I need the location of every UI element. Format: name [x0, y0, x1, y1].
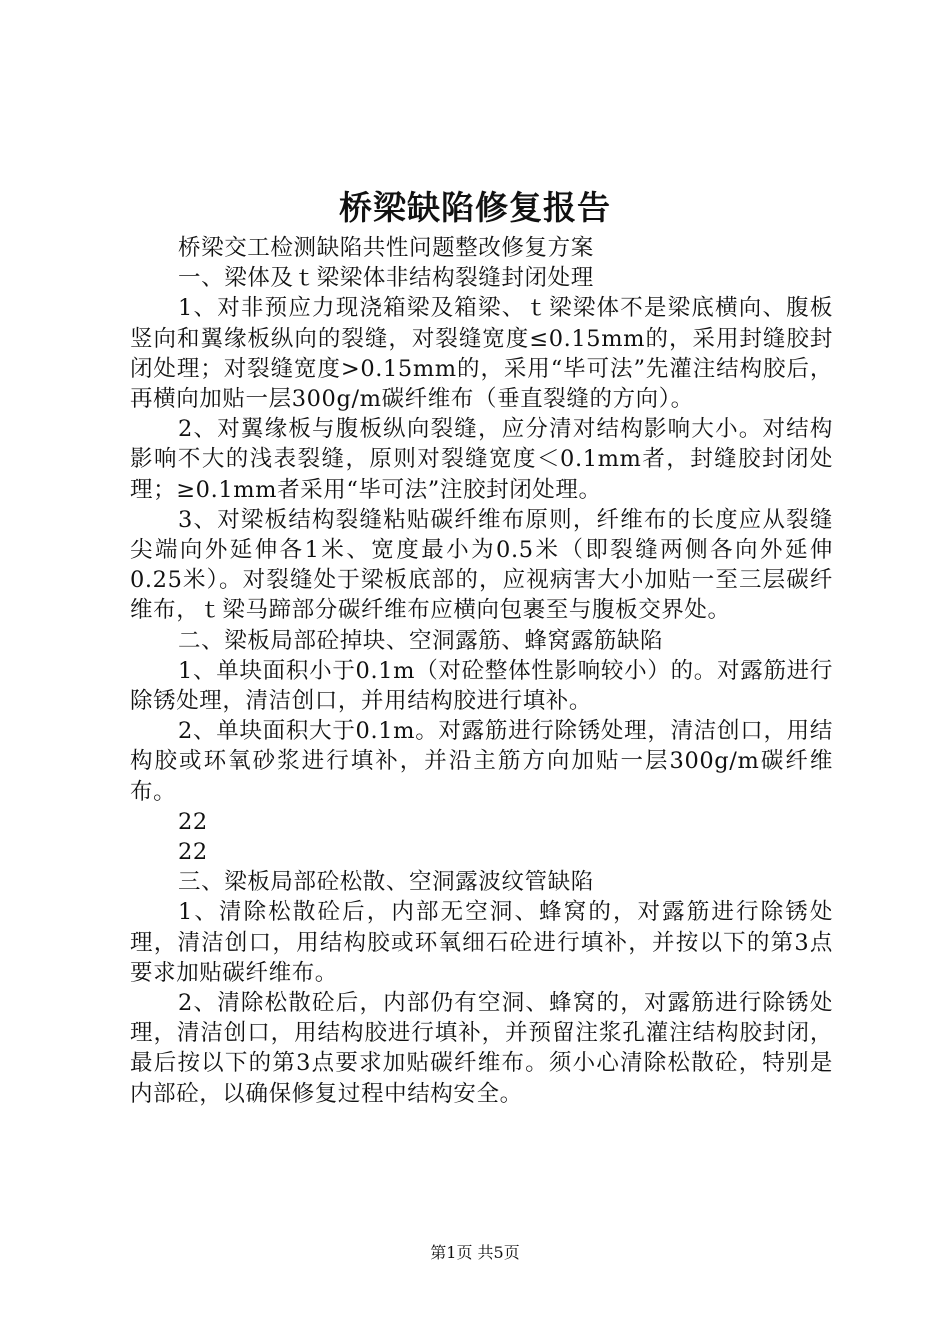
paragraph-section-1-item-3: 3、对梁板结构裂缝粘贴碳纤维布原则，纤维布的长度应从裂缝尖端向外延伸各1米、宽度最小为0.5米（即裂缝两侧各向外延伸0.25米）。对裂缝处于梁板底部的，应视病害大小加贴一至三层碳纤维布，ｔ梁马蹄部分碳纤维布应横向包裹至与腹板交界处。: [130, 506, 833, 624]
paragraph-section-2-item-1: 1、单块面积小于0.1m（对砼整体性影响较小）的。对露筋进行除锈处理，清洁创口，并用结构胶进行填补。: [130, 657, 833, 715]
paragraph-section-2-item-2: 2、单块面积大于0.1m。对露筋进行除锈处理，清洁创口，用结构胶或环氧砂浆进行填补，并沿主筋方向加贴一层300g/m碳纤维布。: [130, 718, 833, 805]
document-title: 桥梁缺陷修复报告: [339, 188, 611, 227]
paragraph-section-2-heading: 二、梁板局部砼掉块、空洞露筋、蜂窝露筋缺陷: [178, 627, 664, 654]
page-footer: 第1页 共5页: [430, 1243, 520, 1262]
paragraph-section-1-item-2: 2、对翼缘板与腹板纵向裂缝，应分清对结构影响大小。对结构影响不大的浅表裂缝，原则对裂缝宽度＜0.1mm者，封缝胶封闭处理；≥0.1mm者采用“毕可法”注胶封闭处理。: [130, 416, 833, 503]
paragraph-section-3-heading: 三、梁板局部砼松散、空洞露波纹管缺陷: [178, 869, 594, 896]
paragraph-section-1-item-1: 1、对非预应力现浇箱梁及箱梁、ｔ梁梁体不是梁底横向、腹板竖向和翼缘板纵向的裂缝，对裂缝宽度≤0.15mm的，采用封缝胶封闭处理；对裂缝宽度>0.15mm的，采用“毕可法”先灌注结构胶后，再横向加贴一层300g/m碳纤维布（垂直裂缝的方向）。: [130, 295, 833, 413]
paragraph-subtitle: 桥梁交工检测缺陷共性问题整改修复方案: [178, 235, 594, 261]
paragraph-stray-number-1: 22: [178, 808, 208, 835]
paragraph-stray-number-2: 22: [178, 839, 208, 866]
document-body: [130, 233, 833, 1109]
paragraph-section-1-heading: 一、梁体及ｔ梁梁体非结构裂缝封闭处理: [178, 265, 594, 292]
paragraph-section-3-item-2: 2、清除松散砼后，内部仍有空洞、蜂窝的，对露筋进行除锈处理，清洁创口，用结构胶进行填补，并预留注浆孔灌注结构胶封闭，最后按以下的第3点要求加贴碳纤维布。须小心清除松散砼，特别是内部砼，以确保修复过程中结构安全。: [130, 990, 833, 1107]
paragraph-section-3-item-1: 1、清除松散砼后，内部无空洞、蜂窝的，对露筋进行除锈处理，清洁创口，用结构胶或环氧细石砼进行填补，并按以下的第3点要求加贴碳纤维布。: [130, 899, 833, 986]
